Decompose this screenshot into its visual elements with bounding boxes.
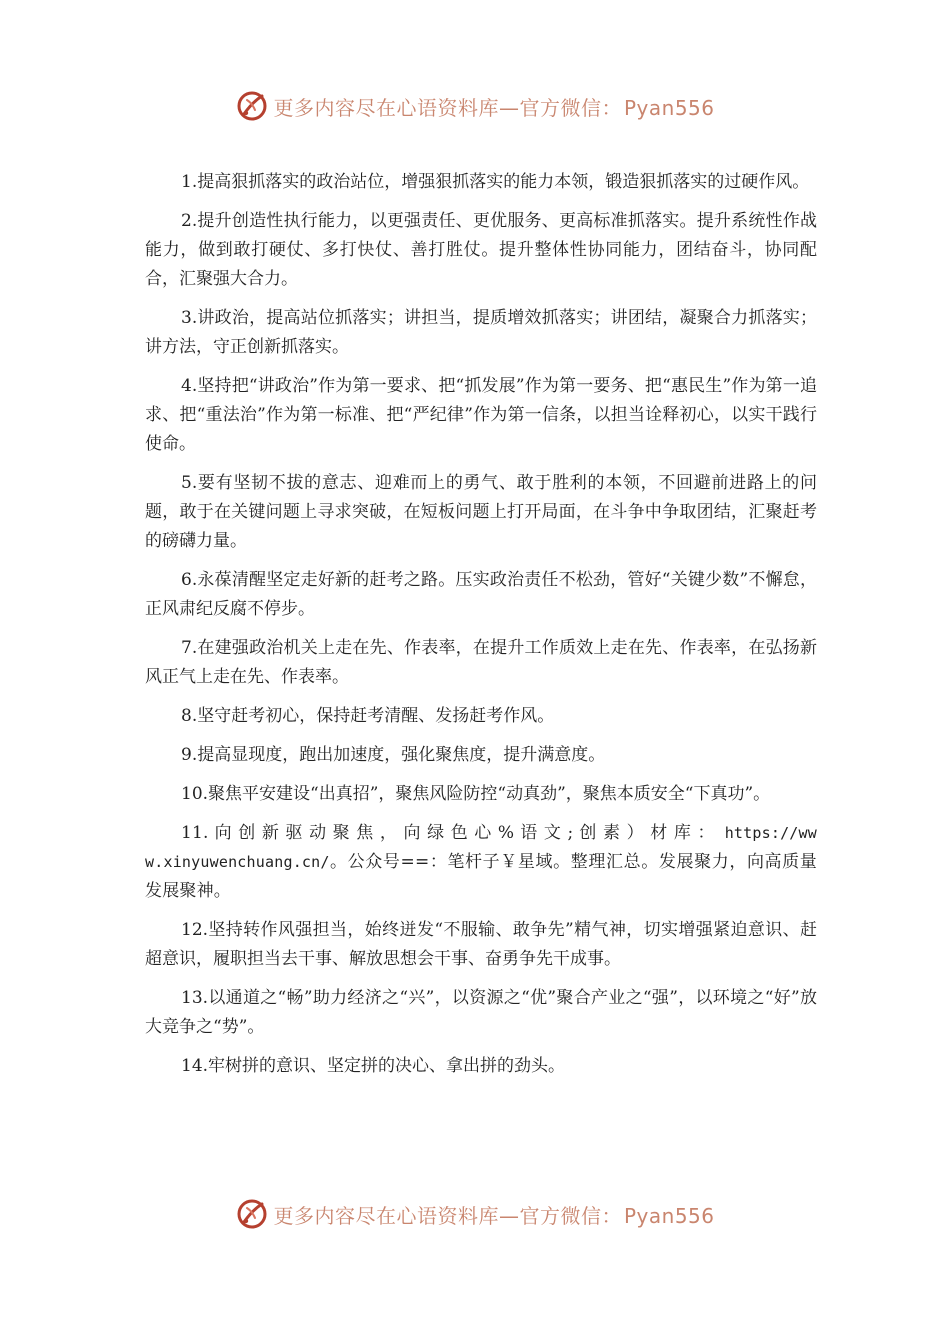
paragraph-6: 6.永葆清醒坚定走好新的赶考之路。压实政治责任不松劲，管好“关键少数”不懈怠，正风肃纪反腐不停步。 bbox=[145, 570, 817, 619]
brush-logo-icon bbox=[235, 89, 269, 123]
footer-banner bbox=[0, 1194, 950, 1234]
paragraph-3: 3.讲政治，提高站位抓落实；讲担当，提质增效抓落实；讲团结，凝聚合力抓落实；讲方法，守正创新抓落实。 bbox=[145, 308, 817, 357]
source-url: https://www.xinyuwenchuang.cn/ bbox=[145, 824, 818, 871]
banner-handle: Pyan556 bbox=[623, 1203, 715, 1228]
paragraph-2: 2.提升创造性执行能力，以更强责任、更优服务、更高标准抓落实。提升系统性作战能力，做到敢打硬仗、多打快仗、善打胜仗。提升整体性协同能力，团结奋斗，协同配合，汇聚强大合力。 bbox=[145, 211, 817, 289]
paragraph-13: 13.以通道之“畅”助力经济之“兴”，以资源之“优”聚合产业之“强”，以环境之“好”放大竞争之“势”。 bbox=[145, 988, 817, 1037]
banner-text bbox=[273, 1200, 714, 1229]
article-body bbox=[145, 168, 817, 1091]
banner-caption: 更多内容尽在心语资料库—官方微信： bbox=[273, 1203, 622, 1228]
paragraph-8: 8.坚守赶考初心，保持赶考清醒、发扬赶考作风。 bbox=[181, 706, 555, 726]
paragraph-12: 12.坚持转作风强担当，始终迸发“不服输、敢争先”精气神，切实增强紧迫意识、赶超意识，履职担当去干事、解放思想会干事、奋勇争先干成事。 bbox=[145, 920, 817, 969]
paragraph-4: 4.坚持把“讲政治”作为第一要求、把“抓发展”作为第一要务、把“惠民生”作为第一追求、把“重法治”作为第一标准、把“严纪律”作为第一信条，以担当诠释初心，以实干践行使命。 bbox=[145, 376, 817, 454]
paragraph-11-lead: 11. 向 创 新 驱 动 聚 焦 ， 向 绿 色 心 % 语 文 ; 创 素 ） 材 库 ： bbox=[181, 823, 716, 843]
paragraph-14: 14.牢树拼的意识、坚定拼的决心、拿出拼的劲头。 bbox=[181, 1056, 566, 1076]
paragraph-11-tail: 。公众号==：笔杆子￥星域。整理汇总。发展聚力，向高质量发展聚神。 bbox=[145, 852, 817, 901]
paragraph-9: 9.提高显现度，跑出加速度，强化聚焦度，提升满意度。 bbox=[181, 745, 606, 765]
paragraph-11 bbox=[145, 819, 817, 906]
banner-handle: Pyan556 bbox=[623, 95, 715, 120]
header-banner bbox=[0, 86, 950, 126]
banner-caption: 更多内容尽在心语资料库—官方微信： bbox=[273, 95, 622, 120]
banner-text bbox=[273, 92, 714, 121]
paragraph-5: 5.要有坚韧不拔的意志、迎难而上的勇气、敢于胜利的本领，不回避前进路上的问题，敢于在关键问题上寻求突破，在短板问题上打开局面，在斗争中争取团结，汇聚赶考的磅礴力量。 bbox=[145, 473, 817, 551]
brush-logo-icon bbox=[235, 1197, 269, 1231]
paragraph-1: 1.提高狠抓落实的政治站位，增强狠抓落实的能力本领，锻造狠抓落实的过硬作风。 bbox=[181, 172, 810, 192]
paragraph-7: 7.在建强政治机关上走在先、作表率，在提升工作质效上走在先、作表率，在弘扬新风正气上走在先、作表率。 bbox=[145, 638, 817, 687]
paragraph-10: 10.聚焦平安建设“出真招”，聚焦风险防控“动真劲”，聚焦本质安全“下真功”。 bbox=[181, 784, 771, 804]
